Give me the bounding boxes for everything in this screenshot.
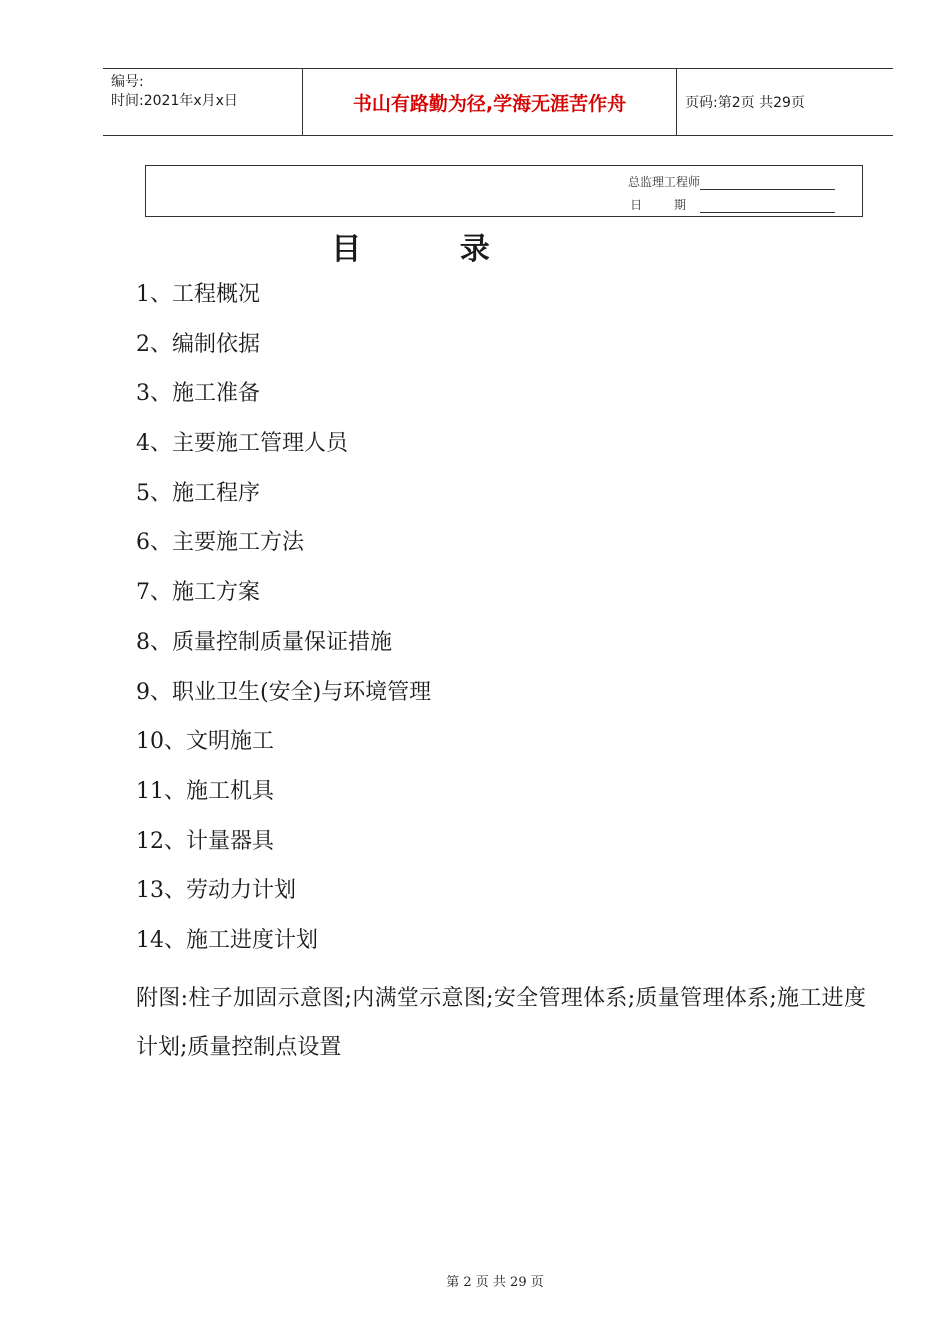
toc-item: 7、施工方案 [136, 580, 260, 606]
page-code-text: 页码:第2页 共29页 [685, 95, 805, 111]
engineer-signature-line [700, 177, 835, 190]
signature-box [145, 165, 863, 217]
toc-list [136, 278, 866, 974]
motto-text: 书山有路勤为径,学海无涯苦作舟 [352, 92, 627, 115]
header-meta [103, 69, 303, 135]
toc-item: 2、编制依据 [136, 331, 260, 357]
header-page-code [677, 69, 893, 135]
date-signature-line [700, 200, 835, 213]
toc-item: 11、施工机具 [136, 778, 274, 804]
toc-item: 6、主要施工方法 [136, 530, 304, 556]
toc-item: 10、文明施工 [136, 729, 274, 755]
page-footer: 第 2 页 共 29 页 [446, 1275, 544, 1290]
toc-item: 14、施工进度计划 [136, 927, 318, 953]
date-signature-row [630, 196, 835, 213]
toc-item: 5、施工程序 [136, 480, 260, 506]
header-motto-cell [303, 69, 677, 135]
toc-item: 4、主要施工管理人员 [136, 431, 348, 457]
toc-item: 8、质量控制质量保证措施 [136, 629, 392, 655]
toc-item: 9、职业卫生(安全)与环境管理 [136, 679, 432, 705]
toc-item: 12、计量器具 [136, 828, 274, 854]
serial-label: 编号: [111, 74, 144, 90]
page-header [103, 68, 893, 136]
engineer-label: 总监理工程师 [627, 175, 700, 189]
toc-item: 1、工程概况 [136, 282, 260, 307]
appendix-text: 附图:柱子加固示意图;内满堂示意图;安全管理体系;质量管理体系;施工进度计划;质量控制点设置 [136, 986, 866, 1060]
date-label: 日 期 [630, 198, 700, 212]
toc-item: 13、劳动力计划 [136, 878, 296, 904]
engineer-signature-row [628, 173, 835, 190]
toc-title: 目 录 [331, 232, 534, 267]
time-label: 时间:2021年x月x日 [111, 93, 238, 109]
toc-item: 3、施工准备 [136, 381, 260, 407]
